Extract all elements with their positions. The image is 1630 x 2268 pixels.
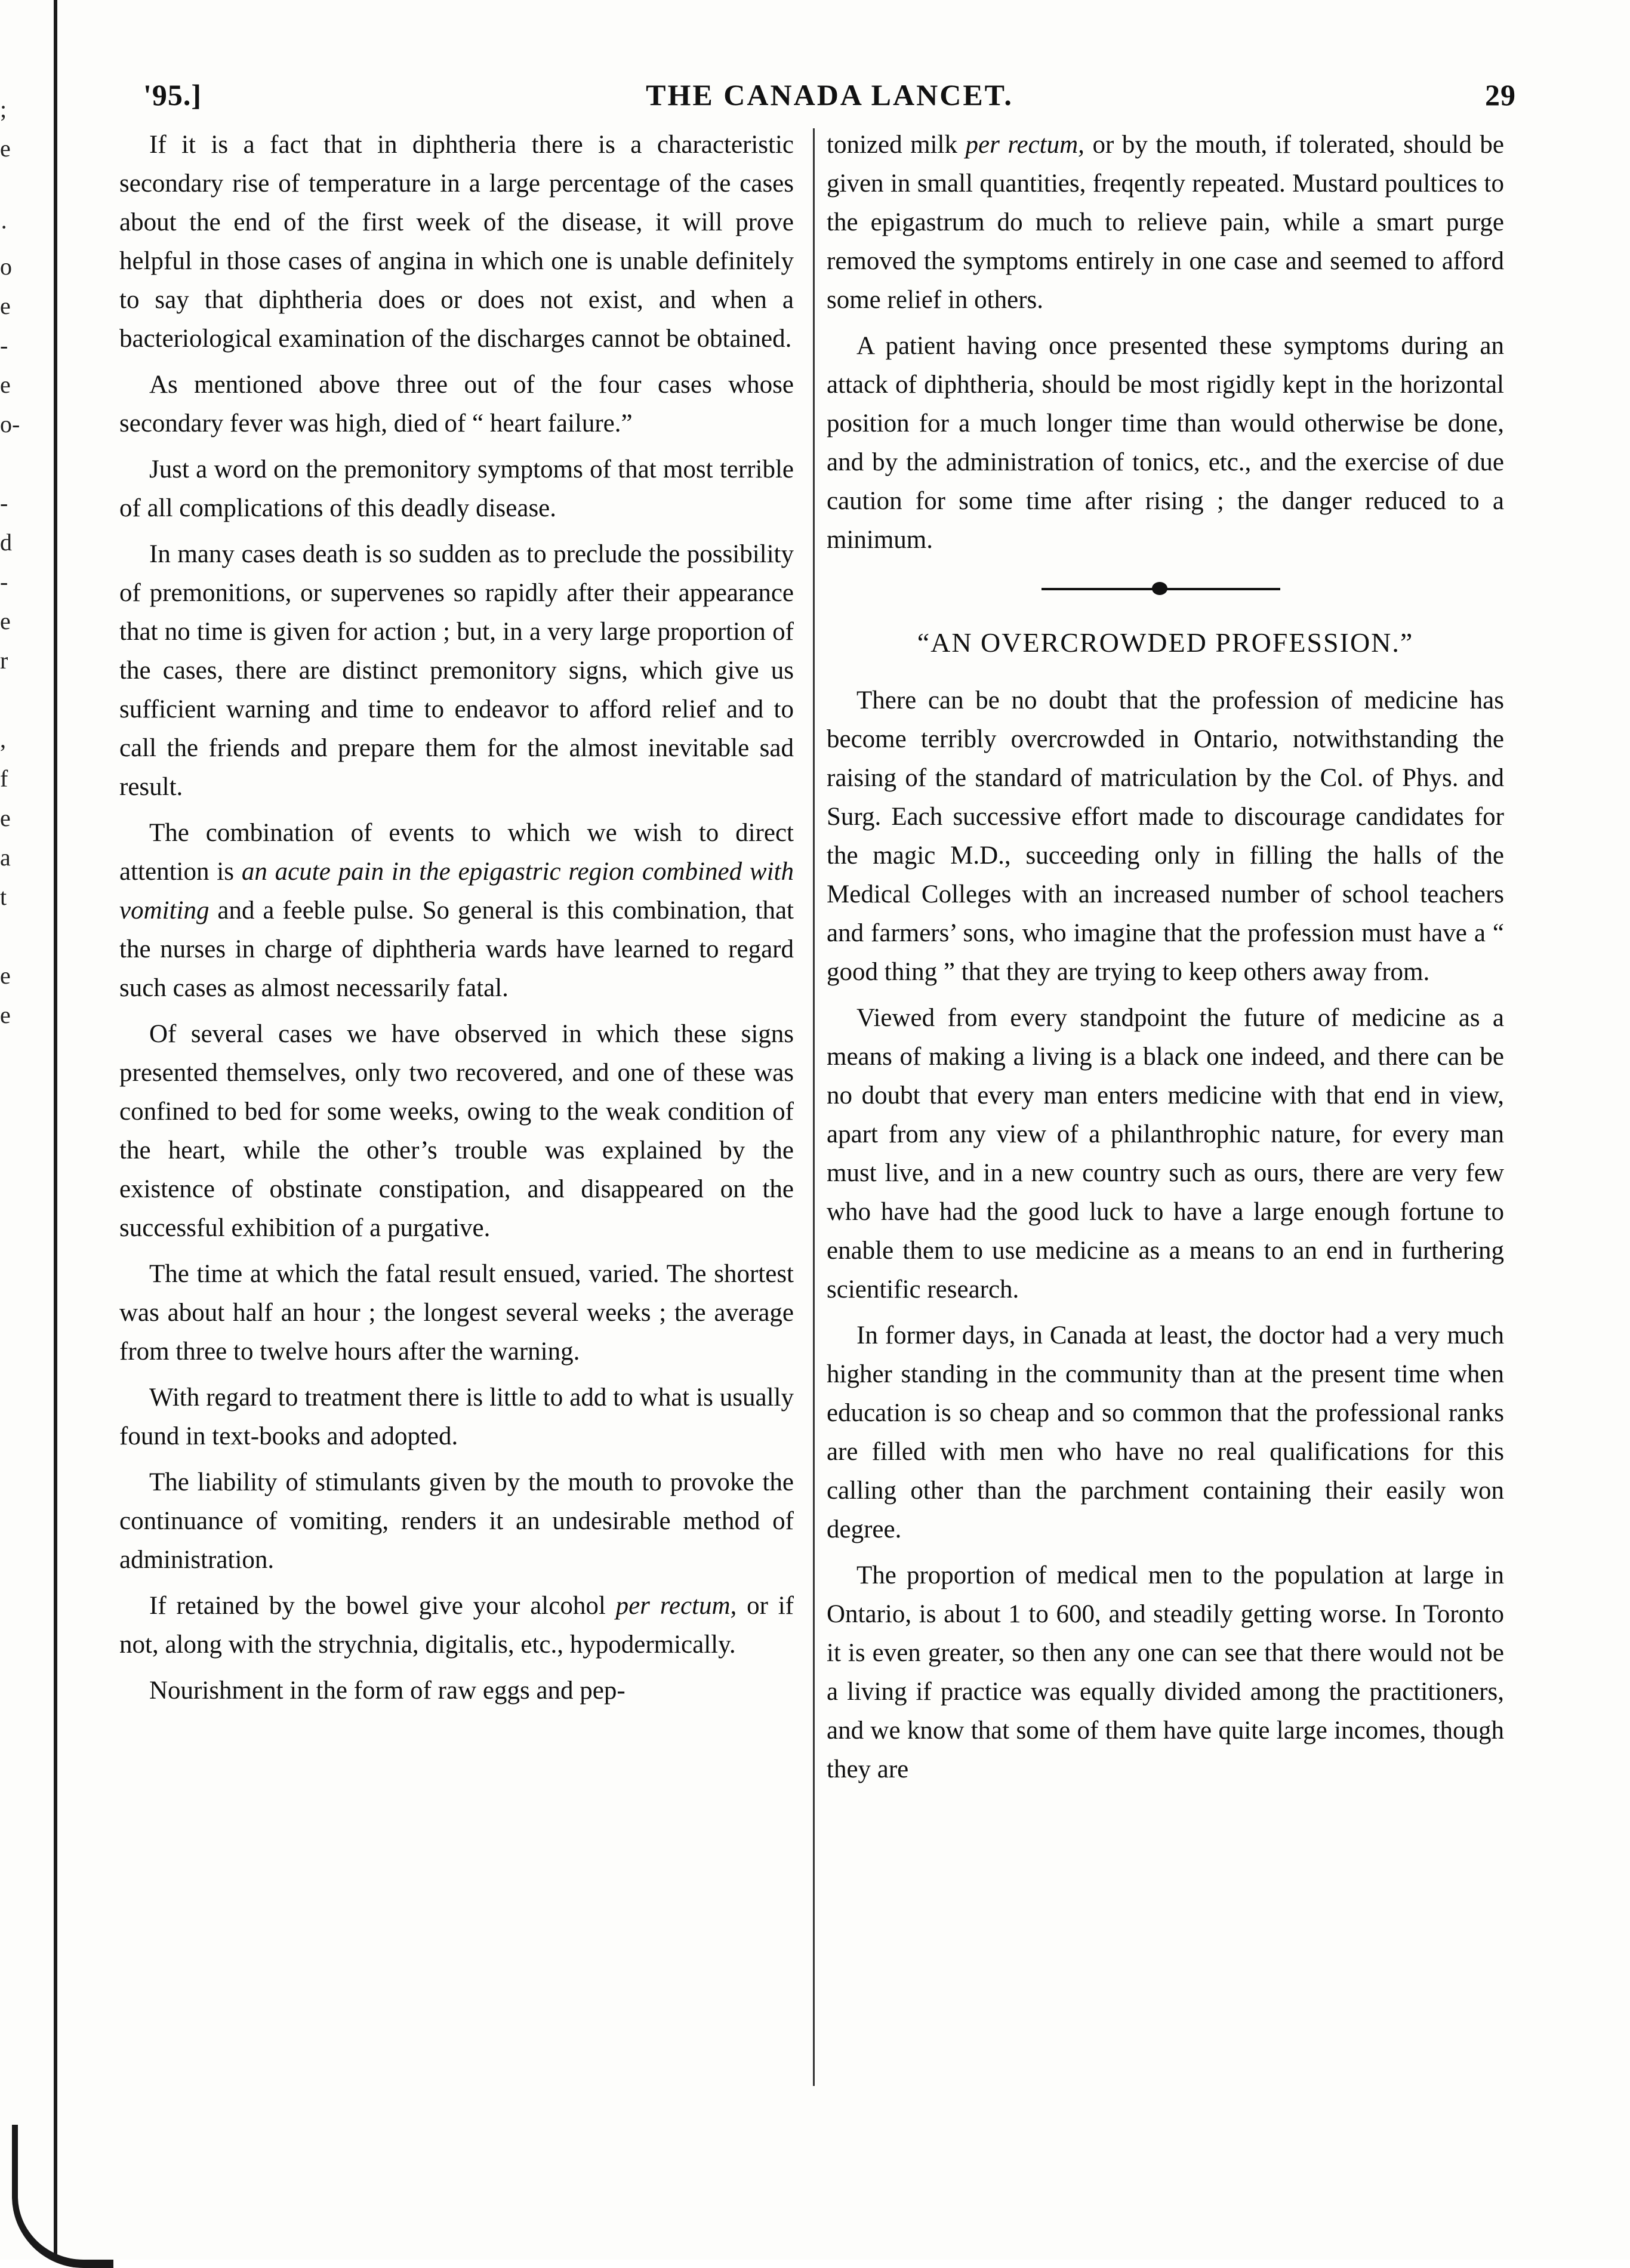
paragraph-text: The combination of events to which we wish to direct attention is [119, 819, 794, 886]
paragraph: In many cases death is so sudden as to preclude the possibility of premonitions, or supervenes so rapidly after their appearance that no time is given for action ; but, in a very large proportion of the cases, there are distinct premonitory signs, which give us sufficient warning and time to endeavor to afford relief and to call the friends and prepare them for the almost inevitable sad result. [119, 540, 794, 801]
margin-fragment: t [0, 883, 7, 910]
paragraph: The proportion of medical men to the population at large in Ontario, is about 1 to 600, and steadily getting worse. In Toronto it is even greater, so then any one can see that there would not be a living if practice was equally divided among the practitioners, and we know that some of them have quite large incomes, though they are [827, 1561, 1504, 1783]
margin-fragment: , [0, 726, 6, 753]
paragraph [827, 125, 1504, 319]
paragraph: As mentioned above three out of the four cases whose secondary fever was high, died of “ heart failure.” [119, 371, 794, 437]
margin-fragment: e [0, 805, 11, 831]
margin-fragment [0, 168, 24, 208]
section-title: “AN OVERCROWDED PROFESSION.” [917, 627, 1414, 658]
paragraph: There can be no doubt that the profession of medicine has become terribly overcrowded in Ontario, notwithstanding the raising of the standard of matriculation by the Col. of Phys. and Surg. Each successive effort made to discourage candidates for the magic M.D., succeeding only in filling the halls of the Medical Colleges with an increased number of school teachers and farmers’ sons, who imagine that the profession must have a “ good thing ” that they are trying to keep others away from. [827, 686, 1504, 986]
paragraph: The time at which the fatal result ensued, varied. The shortest was about half an hour ; the longest several weeks ; the average from three to twelve hours after the warning. [119, 1260, 794, 1366]
margin-fragment: d [0, 529, 12, 556]
ornament-dot [1152, 582, 1167, 595]
italic-text: per rectum, [615, 1592, 737, 1620]
article-body [827, 681, 1504, 1789]
margin-fragment: - [0, 332, 8, 359]
paragraph-text: or by the mouth, if tolerated, should be given in small quantities, freqently repeated. Mustard poultices to the epigastrum do much to relieve pain, while a smart purge removed the symptoms entirely in one case and seemed to afford some relief in others. [827, 131, 1504, 314]
journal-title: THE CANADA LANCET. [646, 78, 1013, 112]
binding-curl [12, 2125, 113, 2268]
paragraph-text: or if not, along with the strychnia, digitalis, etc., hypodermically. [119, 1592, 794, 1659]
margin-fragment: e [0, 292, 11, 319]
paragraph [119, 1586, 794, 1664]
margin-fragment: - [0, 489, 8, 516]
right-column [827, 125, 1504, 1796]
paragraph: Viewed from every standpoint the future of medicine as a means of making a living is a black one indeed, and there can be no doubt that every man enters medicine with that end in view, apart from any view of a philanthrophic nature, for every man must live, and in a new country such as ours, there are very few who have had the good luck to have a large enough fortune to enable them to use medicine as a means to an end in furthering scientific research. [827, 1004, 1504, 1304]
issue-label: '95.] [143, 78, 202, 112]
margin-fragment: o [0, 253, 12, 280]
margin-fragment: r [0, 647, 8, 674]
paragraph-text: and a feeble pulse. So general is this combination, that the nurses in charge of diphtheria wards have learned to regard such cases as almost necessarily fatal. [119, 896, 794, 1002]
page-header [143, 78, 1516, 119]
column-divider [813, 128, 815, 2086]
paragraph: With regard to treatment there is little to add to what is usually found in text-books and adopted. [119, 1383, 794, 1450]
paragraph: Nourishment in the form of raw eggs and pep- [149, 1677, 625, 1705]
margin-fragment: - [0, 568, 8, 595]
paragraph [119, 813, 794, 1007]
margin-fragment: e [0, 371, 11, 398]
margin-fragment [0, 917, 24, 956]
italic-text: an acute pain in the epigastric region combined with vomiting [119, 858, 794, 925]
paragraph: The liability of stimulants given by the mouth to provoke the continuance of vomiting, renders it an undesirable method of administration. [119, 1468, 794, 1574]
margin-fragment: · [0, 214, 8, 241]
margin-fragment: e [0, 608, 11, 634]
page-number: 29 [1485, 78, 1516, 112]
previous-page-margin-fragments [0, 90, 24, 1035]
paragraph: A patient having once presented these symptoms during an attack of diphtheria, should be most rigidly kept in the horizontal position for a much longer time than would otherwise be done, and by the administration of tonics, etc., and the exercise of due caution for some time after rising ; the danger reduced to a minimum. [827, 332, 1504, 554]
section-ornament [827, 571, 1504, 607]
paragraph: If it is a fact that in diphtheria there is a characteristic secondary rise of temperature in a large percentage of the cases about the end of the first week of the disease, it will prove helpful in those cases of angina in which one is unable definitely to say that diphtheria does or does not exist, and when a bacteriological examination of the discharges cannot be obtained. [119, 131, 794, 353]
paragraph-text: tonized milk [827, 131, 966, 159]
paragraph: In former days, in Canada at least, the doctor had a very much higher standing in the community than at the present time when education is so cheap and so common that the professional ranks are filled with men who have no real qualifications for this calling other than the parchment containing their easily won degree. [827, 1321, 1504, 1543]
margin-fragment [0, 680, 24, 720]
margin-fragment: a [0, 844, 11, 871]
paragraph: Just a word on the premonitory symptoms of that most terrible of all complications of this deadly disease. [119, 455, 794, 522]
margin-fragment: e [0, 962, 11, 989]
margin-fragment: o- [0, 411, 20, 437]
margin-fragment [0, 444, 24, 483]
left-column [119, 125, 794, 1717]
right-column-continuation [827, 125, 1504, 559]
italic-text: per rectum, [965, 131, 1084, 159]
paragraph-text: If retained by the bowel give your alcohol [149, 1592, 616, 1620]
binding-edge [54, 0, 57, 2260]
margin-fragment: ; [0, 95, 7, 122]
margin-fragment: f [0, 765, 8, 792]
margin-fragment: e [0, 135, 11, 162]
margin-fragment: e [0, 1002, 11, 1028]
paragraph: Of several cases we have observed in which these signs presented themselves, only two recovered, and one of these was confined to bed for some weeks, owing to the weak condition of the heart, while the other’s trouble was explained by the existence of obstinate constipation, and disappeared on the successful exhibition of a purgative. [119, 1020, 794, 1242]
